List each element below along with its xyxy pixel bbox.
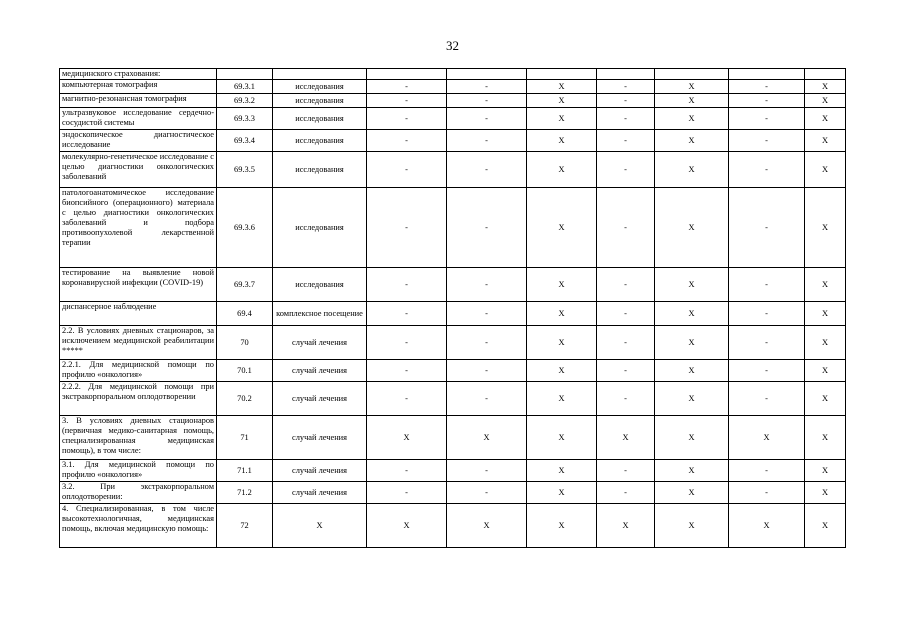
- value-cell: [367, 69, 447, 80]
- unit-cell: комплексное посещение: [273, 302, 367, 326]
- value-cell: -: [447, 460, 527, 482]
- table-row: [60, 504, 846, 548]
- value-cell: -: [729, 460, 805, 482]
- value-cell: X: [527, 382, 597, 416]
- value-cell: -: [597, 80, 655, 94]
- row-code-cell: 72: [217, 504, 273, 548]
- value-cell: -: [367, 326, 447, 360]
- value-cell: X: [805, 504, 846, 548]
- value-cell: X: [655, 482, 729, 504]
- value-cell: -: [367, 360, 447, 382]
- value-cell: -: [597, 382, 655, 416]
- value-cell: -: [597, 152, 655, 188]
- value-cell: -: [367, 94, 447, 108]
- value-cell: X: [805, 152, 846, 188]
- row-name-cell: медицинского страхования:: [60, 69, 217, 80]
- value-cell: -: [597, 482, 655, 504]
- value-cell: X: [655, 94, 729, 108]
- row-name-cell: 2.2.2. Для медицинской помощи при экстракорпоральном оплодотворении: [60, 382, 217, 416]
- value-cell: X: [367, 504, 447, 548]
- value-cell: -: [367, 382, 447, 416]
- row-code-cell: 69.3.4: [217, 130, 273, 152]
- value-cell: -: [447, 326, 527, 360]
- value-cell: -: [367, 80, 447, 94]
- unit-cell: случай лечения: [273, 416, 367, 460]
- row-code-cell: 69.3.3: [217, 108, 273, 130]
- table-row: [60, 382, 846, 416]
- value-cell: [527, 69, 597, 80]
- value-cell: -: [729, 326, 805, 360]
- unit-cell: исследования: [273, 94, 367, 108]
- value-cell: [729, 69, 805, 80]
- value-cell: -: [447, 302, 527, 326]
- unit-cell: случай лечения: [273, 482, 367, 504]
- value-cell: X: [805, 108, 846, 130]
- value-cell: X: [655, 460, 729, 482]
- value-cell: -: [597, 130, 655, 152]
- value-cell: X: [805, 360, 846, 382]
- table-row: [60, 69, 846, 80]
- value-cell: X: [655, 268, 729, 302]
- row-code-cell: 69.3.1: [217, 80, 273, 94]
- value-cell: -: [447, 360, 527, 382]
- value-cell: X: [527, 460, 597, 482]
- row-name-cell: компьютерная томография: [60, 80, 217, 94]
- row-code-cell: 70: [217, 326, 273, 360]
- unit-cell: исследования: [273, 152, 367, 188]
- unit-cell: [273, 69, 367, 80]
- row-name-cell: 3.2. При экстракорпоральном оплодотворении:: [60, 482, 217, 504]
- value-cell: X: [805, 326, 846, 360]
- unit-cell: исследования: [273, 80, 367, 94]
- table-row: [60, 482, 846, 504]
- unit-cell: случай лечения: [273, 326, 367, 360]
- value-cell: -: [729, 360, 805, 382]
- value-cell: -: [367, 130, 447, 152]
- value-cell: [655, 69, 729, 80]
- row-name-cell: 3.1. Для медицинской помощи по профилю «онкология»: [60, 460, 217, 482]
- value-cell: -: [447, 130, 527, 152]
- table-row: [60, 188, 846, 268]
- row-code-cell: 69.3.5: [217, 152, 273, 188]
- value-cell: -: [367, 152, 447, 188]
- value-cell: [597, 69, 655, 80]
- value-cell: -: [729, 302, 805, 326]
- value-cell: X: [527, 94, 597, 108]
- value-cell: -: [597, 360, 655, 382]
- row-name-cell: тестирование на выявление новой коронавирусной инфекции (COVID-19): [60, 268, 217, 302]
- value-cell: X: [597, 504, 655, 548]
- table-row: [60, 94, 846, 108]
- row-name-cell: эндоскопическое диагностическое исследование: [60, 130, 217, 152]
- value-cell: -: [729, 382, 805, 416]
- document-table: [59, 68, 846, 548]
- value-cell: X: [805, 94, 846, 108]
- unit-cell: X: [273, 504, 367, 548]
- value-cell: -: [729, 482, 805, 504]
- value-cell: X: [729, 504, 805, 548]
- table-row: [60, 460, 846, 482]
- value-cell: X: [805, 188, 846, 268]
- row-name-cell: патологоанатомическое исследование биопсийного (операционного) материала с целью диагностики онкологических заболеваний и подбора противоопухолевой лекарственной терапии: [60, 188, 217, 268]
- row-name-cell: магнитно-резонансная томография: [60, 94, 217, 108]
- row-name-cell: 3. В условиях дневных стационаров (первичная медико-санитарная помощь, специализированная медицинская помощь), в том числе:: [60, 416, 217, 460]
- value-cell: -: [729, 268, 805, 302]
- value-cell: [447, 69, 527, 80]
- row-name-cell: диспансерное наблюдение: [60, 302, 217, 326]
- table-row: [60, 326, 846, 360]
- row-name-cell: ультразвуковое исследование сердечно-сосудистой системы: [60, 108, 217, 130]
- value-cell: X: [655, 416, 729, 460]
- value-cell: -: [447, 94, 527, 108]
- value-cell: -: [447, 108, 527, 130]
- value-cell: X: [729, 416, 805, 460]
- unit-cell: случай лечения: [273, 382, 367, 416]
- value-cell: X: [367, 416, 447, 460]
- value-cell: X: [805, 416, 846, 460]
- table-row: [60, 416, 846, 460]
- page-number: 32: [446, 38, 459, 53]
- value-cell: -: [367, 108, 447, 130]
- value-cell: -: [729, 80, 805, 94]
- unit-cell: случай лечения: [273, 460, 367, 482]
- table-row: [60, 152, 846, 188]
- unit-cell: исследования: [273, 268, 367, 302]
- row-name-cell: 4. Специализированная, в том числе высокотехнологичная, медицинская помощь, включая медицинскую помощь:: [60, 504, 217, 548]
- table-row: [60, 80, 846, 94]
- row-code-cell: 69.3.6: [217, 188, 273, 268]
- value-cell: X: [597, 416, 655, 460]
- value-cell: X: [527, 188, 597, 268]
- value-cell: -: [597, 188, 655, 268]
- value-cell: -: [447, 188, 527, 268]
- value-cell: X: [447, 504, 527, 548]
- value-cell: X: [655, 360, 729, 382]
- row-code-cell: 69.3.7: [217, 268, 273, 302]
- row-name-cell: 2.2.1. Для медицинской помощи по профилю «онкология»: [60, 360, 217, 382]
- value-cell: X: [805, 268, 846, 302]
- value-cell: X: [447, 416, 527, 460]
- value-cell: -: [597, 302, 655, 326]
- row-code-cell: 70.1: [217, 360, 273, 382]
- value-cell: X: [527, 130, 597, 152]
- row-code-cell: 71: [217, 416, 273, 460]
- value-cell: X: [805, 130, 846, 152]
- row-code-cell: 71.2: [217, 482, 273, 504]
- value-cell: X: [527, 360, 597, 382]
- value-cell: X: [805, 460, 846, 482]
- value-cell: -: [367, 482, 447, 504]
- row-code-cell: 69.4: [217, 302, 273, 326]
- value-cell: -: [447, 382, 527, 416]
- value-cell: X: [805, 382, 846, 416]
- row-name-cell: 2.2. В условиях дневных стационаров, за исключением медицинской реабилитации *****: [60, 326, 217, 360]
- value-cell: -: [447, 80, 527, 94]
- value-cell: X: [527, 326, 597, 360]
- value-cell: -: [729, 152, 805, 188]
- unit-cell: исследования: [273, 188, 367, 268]
- row-code-cell: [217, 69, 273, 80]
- value-cell: -: [729, 94, 805, 108]
- value-cell: X: [527, 80, 597, 94]
- table-row: [60, 268, 846, 302]
- value-cell: -: [729, 108, 805, 130]
- value-cell: X: [805, 80, 846, 94]
- value-cell: X: [527, 268, 597, 302]
- value-cell: X: [655, 504, 729, 548]
- value-cell: -: [367, 268, 447, 302]
- row-code-cell: 69.3.2: [217, 94, 273, 108]
- value-cell: -: [447, 268, 527, 302]
- table-row: [60, 130, 846, 152]
- value-cell: X: [805, 482, 846, 504]
- table-row: [60, 360, 846, 382]
- value-cell: -: [367, 302, 447, 326]
- value-cell: X: [655, 152, 729, 188]
- value-cell: -: [597, 108, 655, 130]
- value-cell: -: [597, 460, 655, 482]
- value-cell: -: [447, 482, 527, 504]
- value-cell: -: [729, 130, 805, 152]
- value-cell: -: [367, 188, 447, 268]
- value-cell: X: [527, 152, 597, 188]
- value-cell: X: [655, 108, 729, 130]
- value-cell: X: [805, 302, 846, 326]
- value-cell: -: [447, 152, 527, 188]
- value-cell: [805, 69, 846, 80]
- value-cell: -: [729, 188, 805, 268]
- value-cell: -: [367, 460, 447, 482]
- table-row: [60, 108, 846, 130]
- unit-cell: случай лечения: [273, 360, 367, 382]
- value-cell: X: [655, 130, 729, 152]
- value-cell: X: [527, 482, 597, 504]
- value-cell: -: [597, 94, 655, 108]
- value-cell: X: [655, 382, 729, 416]
- value-cell: -: [597, 268, 655, 302]
- value-cell: X: [527, 416, 597, 460]
- unit-cell: исследования: [273, 130, 367, 152]
- value-cell: X: [527, 504, 597, 548]
- value-cell: X: [655, 302, 729, 326]
- row-code-cell: 70.2: [217, 382, 273, 416]
- value-cell: X: [655, 188, 729, 268]
- unit-cell: исследования: [273, 108, 367, 130]
- value-cell: X: [655, 80, 729, 94]
- value-cell: X: [527, 108, 597, 130]
- table-row: [60, 302, 846, 326]
- row-code-cell: 71.1: [217, 460, 273, 482]
- row-name-cell: молекулярно-генетическое исследование с целью диагностики онкологических заболеваний: [60, 152, 217, 188]
- value-cell: -: [597, 326, 655, 360]
- value-cell: X: [655, 326, 729, 360]
- value-cell: X: [527, 302, 597, 326]
